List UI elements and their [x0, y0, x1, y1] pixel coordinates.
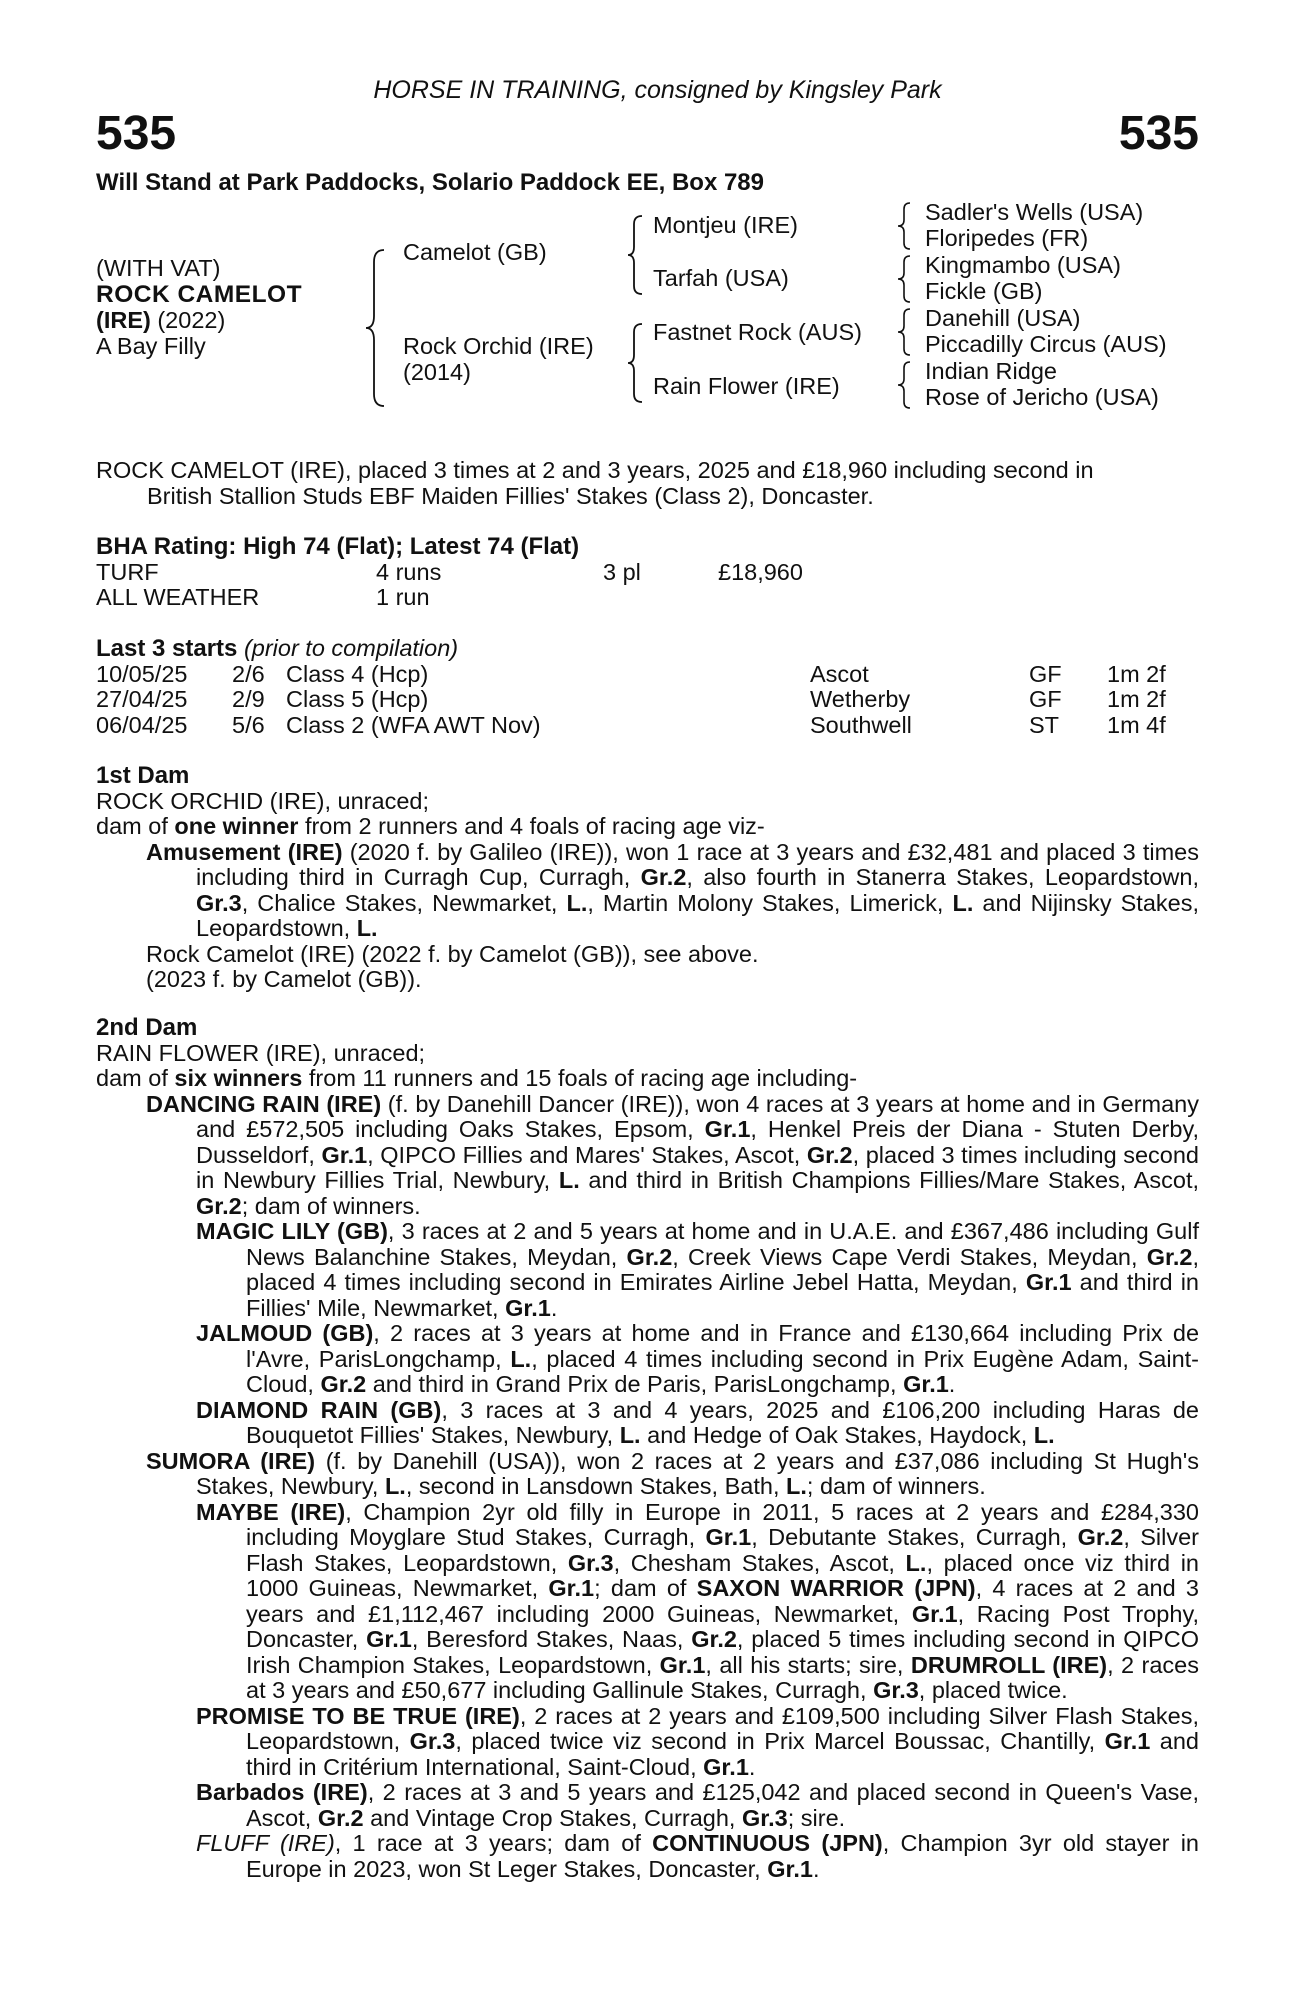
grade: Gr.1 — [366, 1626, 412, 1652]
second-dam-heading: 2nd Dam — [96, 1014, 198, 1041]
start-course: Ascot — [810, 660, 869, 687]
second-dam-line2 — [96, 1066, 1199, 1092]
grade: Gr.1 — [704, 1116, 751, 1142]
text: , Henkel Preis der Diana - Stuten Derby, Dusseldorf, — [196, 1116, 1199, 1168]
grade: Gr.3 — [409, 1728, 456, 1754]
text: , Chesham Stakes, Ascot, — [613, 1549, 906, 1576]
text: and third in Fillies' Mile, Newmarket, — [246, 1269, 1199, 1321]
grade: Gr.1 — [1025, 1269, 1072, 1295]
text: , placed twice viz second in Prix Marcel Boussac, Chantilly, — [455, 1728, 1105, 1754]
text: . — [550, 1294, 558, 1321]
text: . — [812, 1855, 820, 1882]
grade: Gr.2 — [1077, 1524, 1124, 1550]
horse-origin-year — [96, 308, 225, 334]
brace-dam — [628, 322, 648, 404]
grade: Gr.2 — [640, 864, 687, 890]
text: , placed 4 times including second in Emirates Airline Jebel Hatta, Meydan, — [246, 1243, 1199, 1295]
horse-name: DANCING RAIN (IRE) — [146, 1090, 382, 1117]
first-dam-heading: 1st Dam — [96, 762, 190, 789]
text: . — [948, 1371, 956, 1397]
text: from 11 runners and 15 foals of racing age including- — [302, 1065, 858, 1091]
text: , Creek Views Cape Verdi Stakes, Meydan, — [672, 1243, 1147, 1270]
progeny-promise-to-be-true — [196, 1704, 1199, 1781]
start-going: GF — [1029, 686, 1062, 712]
progeny-barbados — [196, 1780, 1199, 1831]
horse-name: JALMOUD (GB) — [196, 1320, 374, 1346]
text: , Champion 2yr old filly in Europe in 2011, 5 races at 2 years and £284,330 including Moyglare Stud Stakes, Curragh, — [246, 1498, 1199, 1550]
grade: L. — [558, 1167, 580, 1193]
text: (f. by Danehill Dancer (IRE)), won 4 races at 3 years at home and in Germany and £572,505 including Oaks Stakes, Epsom, — [196, 1090, 1199, 1142]
horse-name: ROCK CAMELOT — [96, 281, 303, 308]
text: , 1 race at 3 years; dam of — [334, 1830, 653, 1856]
rating-placed: 3 pl — [603, 558, 641, 585]
progeny-diamond-rain — [196, 1398, 1199, 1449]
text: , all his starts; sire, — [705, 1651, 911, 1678]
text: , 2 races at 3 years and £50,677 including Gallinule Stakes, Curragh, — [246, 1651, 1199, 1703]
horse-name: PROMISE TO BE TRUE (IRE) — [196, 1702, 520, 1729]
horse-name: Barbados (IRE) — [196, 1779, 368, 1805]
grade: L. — [384, 1473, 406, 1499]
brace-g3-2 — [898, 254, 914, 304]
rating-prize: £18,960 — [718, 558, 803, 585]
text: and third in British Champions Fillies/Mare Stakes, Ascot, — [579, 1167, 1200, 1193]
text: ; dam of — [594, 1575, 697, 1601]
text: dam of — [96, 1065, 175, 1091]
grade: Gr.2 — [320, 1371, 367, 1397]
text: , Debutante Stakes, Curragh, — [751, 1524, 1078, 1550]
grade: L. — [356, 915, 378, 941]
start-course: Wetherby — [810, 686, 911, 712]
first-dam-line1: ROCK ORCHID (IRE), unraced; — [96, 787, 429, 814]
g3-1: Sadler's Wells (USA) — [925, 199, 1144, 225]
text: from 2 runners and 4 foals of racing age viz- — [298, 813, 765, 839]
horse-name: Amusement (IRE) — [146, 838, 343, 865]
progeny-jalmoud — [196, 1321, 1199, 1398]
grade: Gr.1 — [903, 1371, 949, 1397]
grade: Gr.2 — [196, 1192, 242, 1219]
start-distance: 1m 4f — [1107, 711, 1166, 738]
text: , Champion 3yr old stayer in Europe in 2023, won St Leger Stakes, Doncaster, — [246, 1830, 1199, 1882]
text: , Silver Flash Stakes, Leopardstown, — [246, 1524, 1199, 1576]
rating-section — [96, 534, 1199, 611]
start-going: GF — [1029, 660, 1062, 687]
sire-dam: Tarfah (USA) — [653, 265, 789, 291]
horse-origin: (IRE) — [96, 307, 151, 333]
start-race: Class 4 (Hcp) — [286, 660, 429, 687]
text: , placed 3 times including second in Newbury Fillies Trial, Newbury, — [196, 1141, 1200, 1193]
start-row — [96, 662, 1199, 688]
text: , placed 5 times including second in QIPCO Irish Champion Stakes, Leopardstown, — [246, 1626, 1199, 1678]
winners-count: six winners — [174, 1065, 303, 1091]
progeny-sumora — [146, 1449, 1199, 1500]
horse-name: CONTINUOUS (JPN) — [652, 1830, 883, 1856]
g3-5: Danehill (USA) — [925, 305, 1081, 331]
dam-year: (2014) — [403, 359, 471, 385]
progeny-dancing-rain — [146, 1092, 1199, 1220]
rating-heading: BHA Rating: High 74 (Flat); Latest 74 (Flat) — [96, 533, 580, 560]
progeny-magic-lily — [196, 1219, 1199, 1321]
text: , 4 races at 2 and 3 years and £1,112,467 including 2000 Guineas, Newmarket, — [246, 1575, 1199, 1627]
text: and third in Grand Prix de Paris, ParisLongchamp, — [366, 1371, 904, 1397]
g3-4: Fickle (GB) — [925, 278, 1043, 304]
dam-dam: Rain Flower (IRE) — [653, 373, 840, 399]
text: (f. by Danehill (USA)), won 2 races at 2 years and £37,086 including St Hugh's Stakes, Newbury, — [196, 1447, 1199, 1499]
first-dam-section — [96, 763, 1199, 993]
text: . — [748, 1753, 756, 1780]
progeny-maybe — [196, 1500, 1199, 1704]
rating-runs: 4 runs — [376, 558, 442, 585]
grade: Gr.3 — [873, 1677, 919, 1703]
last-starts-heading: Last 3 starts — [96, 635, 238, 662]
brace-sire — [628, 214, 648, 296]
horse-name: DRUMROLL (IRE) — [910, 1651, 1108, 1678]
start-distance: 1m 2f — [1107, 660, 1166, 687]
text: , 2 races at 3 and 5 years and £125,042 and placed second in Queen's Vase, Ascot, — [246, 1779, 1199, 1831]
grade: Gr.3 — [741, 1804, 788, 1831]
g3-6: Piccadilly Circus (AUS) — [925, 331, 1167, 357]
start-row — [96, 687, 1199, 713]
text: , 2 races at 3 years at home and in France and £130,664 including Prix de l'Avre, ParisLongchamp, — [246, 1320, 1200, 1372]
grade: Gr.1 — [911, 1600, 958, 1627]
last-starts-section — [96, 636, 1199, 738]
last-starts-heading-line — [96, 636, 1199, 662]
start-distance: 1m 2f — [1107, 686, 1166, 712]
horse-year: (2022) — [157, 307, 226, 333]
dam-sire: Fastnet Rock (AUS) — [653, 319, 862, 345]
horse-name: MAYBE (IRE) — [196, 1498, 346, 1525]
dam: Rock Orchid (IRE) — [403, 333, 594, 359]
start-race: Class 5 (Hcp) — [286, 686, 429, 712]
second-dam-section — [96, 1015, 1199, 1882]
grade: Gr.1 — [1104, 1728, 1151, 1754]
stand-location: Will Stand at Park Paddocks, Solario Paddock EE, Box 789 — [96, 169, 765, 196]
grade: L. — [786, 1473, 807, 1499]
grade: Gr.2 — [626, 1243, 673, 1270]
summary-line2: British Stallion Studs EBF Maiden Fillies' Stakes (Class 2), Doncaster. — [147, 482, 874, 509]
grade: L. — [510, 1345, 532, 1372]
text: , Chalice Stakes, Newmarket, — [241, 889, 567, 916]
text: , Racing Post Trophy, Doncaster, — [246, 1600, 1199, 1652]
text: ; sire. — [787, 1804, 846, 1831]
rating-surface: ALL WEATHER — [96, 584, 260, 610]
start-position: 5/6 — [232, 711, 265, 738]
horse-name: MAGIC LILY (GB) — [196, 1218, 388, 1244]
last-starts-note: (prior to compilation) — [243, 635, 459, 661]
lot-number-right: 535 — [1118, 107, 1199, 160]
grade: Gr.1 — [705, 1524, 752, 1550]
horse-name: DIAMOND RAIN (GB) — [196, 1396, 442, 1423]
text: , Martin Molony Stakes, Limerick, — [587, 889, 953, 916]
rating-runs: 1 run — [376, 584, 430, 610]
text: , also fourth in Stanerra Stakes, Leopardstown, — [686, 864, 1199, 890]
rating-row — [96, 585, 1199, 611]
start-race: Class 2 (WFA AWT Nov) — [286, 711, 541, 738]
text: , 3 races at 2 and 5 years at home and in U.A.E. and £367,486 including Gulf News Balanchine Stakes, Meydan, — [246, 1218, 1199, 1270]
grade: Gr.1 — [703, 1753, 749, 1780]
second-dam-line1: RAIN FLOWER (IRE), unraced; — [96, 1039, 426, 1066]
text: , QIPCO Fillies and Mares' Stakes, Ascot, — [367, 1141, 807, 1168]
text: ; dam of winners. — [241, 1192, 421, 1219]
progeny-fluff — [196, 1831, 1199, 1882]
start-course: Southwell — [810, 711, 912, 738]
sire-sire: Montjeu (IRE) — [653, 212, 798, 238]
text: (2020 f. by Galileo (IRE)), won 1 race at 3 years and £32,481 and placed 3 times including third in Curragh Cup, Curragh, — [196, 838, 1199, 890]
horse-name: SUMORA (IRE) — [146, 1447, 316, 1474]
text: , placed 4 times including second in Prix Eugène Adam, Saint-Cloud, — [246, 1345, 1199, 1397]
text: and Vintage Crop Stakes, Curragh, — [363, 1804, 742, 1831]
g3-2: Floripedes (FR) — [925, 225, 1089, 251]
text: , placed once viz third in 1000 Guineas, Newmarket, — [246, 1549, 1199, 1601]
summary-line1: ROCK CAMELOT (IRE), placed 3 times at 2 and 3 years, 2025 and £18,960 including second in — [96, 457, 1094, 483]
lot-number-left: 535 — [96, 107, 177, 160]
horse-name: SAXON WARRIOR (JPN) — [696, 1575, 976, 1601]
start-row — [96, 713, 1199, 739]
grade: Gr.1 — [505, 1294, 551, 1321]
grade: L. — [952, 889, 974, 916]
grade: Gr.1 — [767, 1855, 813, 1882]
grade: L. — [1033, 1422, 1055, 1448]
grade: Gr.1 — [548, 1575, 595, 1601]
brace-g3-3 — [898, 307, 914, 357]
text: and Hedge of Oak Stakes, Haydock, — [640, 1422, 1034, 1448]
vat-note: (WITH VAT) — [96, 255, 221, 281]
g3-3: Kingmambo (USA) — [925, 252, 1121, 278]
progeny-rock-camelot: Rock Camelot (IRE) (2022 f. by Camelot (GB)), see above. — [146, 940, 759, 967]
grade: Gr.2 — [806, 1141, 853, 1168]
text: and Nijinsky Stakes, Leopardstown, — [196, 889, 1199, 941]
sire: Camelot (GB) — [403, 239, 547, 265]
text: , 2 races at 2 years and £109,500 including Silver Flash Stakes, Leopardstown, — [246, 1702, 1199, 1754]
grade: Gr.3 — [567, 1549, 614, 1576]
summary — [96, 458, 1199, 509]
start-date: 10/05/25 — [96, 660, 188, 687]
brace-main — [366, 248, 390, 408]
g3-7: Indian Ridge — [925, 358, 1057, 384]
g3-8: Rose of Jericho (USA) — [925, 384, 1159, 410]
text: , Beresford Stakes, Naas, — [411, 1626, 692, 1652]
text: , second in Lansdown Stakes, Bath, — [405, 1473, 786, 1499]
horse-description: A Bay Filly — [96, 333, 206, 359]
grade: Gr.2 — [317, 1804, 364, 1831]
text: , 3 races at 3 and 4 years, 2025 and £106,200 including Haras de Bouquetot Fillies' Stakes, Newbury, — [246, 1396, 1199, 1448]
grade: L. — [619, 1422, 641, 1448]
text: dam of — [96, 813, 175, 839]
winners-count: one winner — [174, 813, 299, 839]
grade: Gr.2 — [691, 1626, 737, 1652]
brace-g3-4 — [898, 360, 914, 410]
grade: Gr.1 — [321, 1141, 368, 1168]
start-date: 06/04/25 — [96, 711, 188, 738]
text: and third in Critérium International, Saint-Cloud, — [246, 1728, 1199, 1780]
text: ; dam of winners. — [806, 1473, 986, 1499]
progeny-2023: (2023 f. by Camelot (GB)). — [146, 966, 422, 992]
rating-row — [96, 560, 1199, 586]
start-date: 27/04/25 — [96, 686, 188, 712]
grade: Gr.1 — [659, 1651, 706, 1678]
grade: Gr.3 — [196, 889, 242, 916]
page-header: HORSE IN TRAINING, consigned by Kingsley Park — [373, 76, 942, 104]
grade: L. — [566, 889, 588, 916]
horse-name: FLUFF (IRE) — [196, 1830, 335, 1856]
grade: Gr.2 — [1146, 1243, 1193, 1270]
first-dam-line2 — [96, 814, 1199, 840]
start-position: 2/6 — [232, 660, 265, 687]
grade: L. — [905, 1549, 927, 1576]
start-position: 2/9 — [232, 686, 265, 712]
start-going: ST — [1029, 711, 1060, 738]
rating-surface: TURF — [96, 558, 159, 585]
text: , placed twice. — [918, 1677, 1068, 1703]
brace-g3-1 — [898, 201, 914, 251]
progeny-amusement — [146, 840, 1199, 942]
